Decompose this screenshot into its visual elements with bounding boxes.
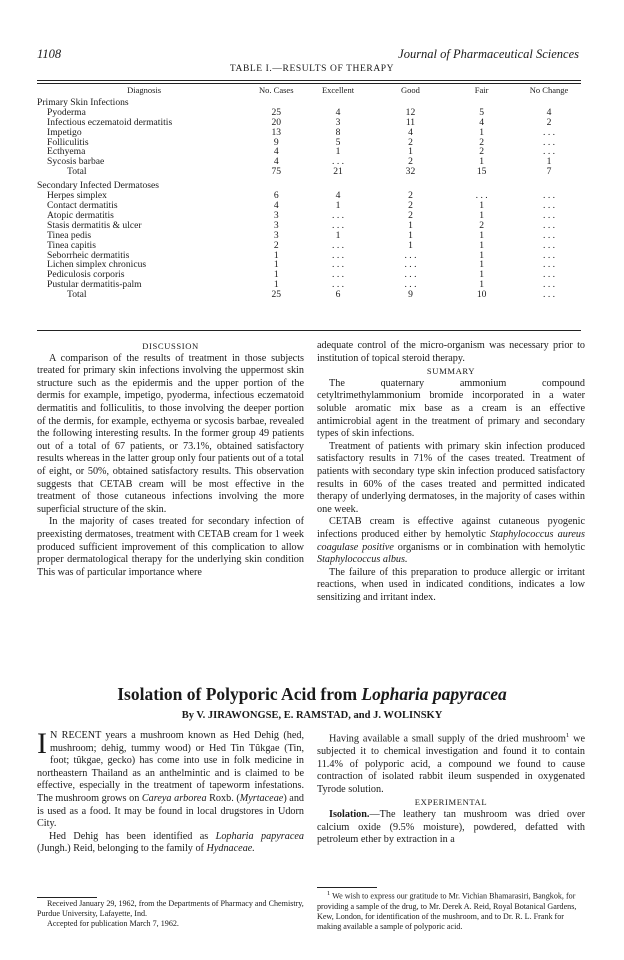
table-cell: 10 bbox=[476, 289, 487, 301]
table-cell: 1 bbox=[479, 156, 485, 168]
accepted-text: Accepted for publication March 7, 1962. bbox=[47, 919, 179, 928]
table-cell: 1 bbox=[408, 239, 413, 251]
row-label: Tinea pedis bbox=[47, 229, 92, 241]
table-cell: . . . bbox=[543, 219, 556, 231]
summary-paragraph-1: The quaternary ammonium compound cetyltrimethylammonium bromide incorporated in a water soluble aromatic mix base as a cream is an effective antimicrobial agent in the treatment of primary and secondary types of skin infections. bbox=[317, 377, 585, 440]
table-cell: 2 bbox=[408, 156, 413, 168]
article-authors: By V. JIRAWONGSE, E. RAMSTAD, and J. WOLINSKY bbox=[181, 710, 443, 721]
row-label: Tinea capitis bbox=[47, 239, 96, 251]
table-cell: 1 bbox=[408, 219, 413, 231]
table-cell: 4 bbox=[335, 106, 341, 118]
table-cell: 25 bbox=[271, 289, 282, 301]
table-cell: . . . bbox=[543, 279, 556, 291]
table-cell: 1 bbox=[408, 146, 413, 158]
table-cell: . . . bbox=[332, 219, 345, 231]
table-cell: 11 bbox=[405, 116, 416, 128]
table-cell: 8 bbox=[335, 126, 341, 138]
table-cell: . . . bbox=[543, 259, 556, 271]
table-cell: 2 bbox=[408, 199, 413, 211]
row-label: Herpes simplex bbox=[47, 190, 107, 202]
table-cell: 1 bbox=[479, 199, 485, 211]
total-row bbox=[37, 290, 581, 300]
table-body bbox=[37, 98, 581, 300]
row-label: Sycosis barbae bbox=[47, 156, 105, 168]
table-cell: 1 bbox=[273, 269, 279, 281]
table-cell: 1 bbox=[273, 249, 279, 261]
table-cell: 1 bbox=[479, 259, 485, 271]
table-cell: 1 bbox=[546, 156, 552, 168]
table-cell: . . . bbox=[543, 126, 556, 138]
row-label: Contact dermatitis bbox=[47, 199, 118, 211]
table-cell: . . . bbox=[404, 269, 417, 281]
row-label: Pustular dermatitis-palm bbox=[47, 279, 142, 291]
table-cell: 1 bbox=[479, 126, 485, 138]
table-cell: 5 bbox=[335, 136, 341, 148]
table-cell: 2 bbox=[479, 146, 485, 158]
col-header-cases: No. Cases bbox=[259, 85, 294, 95]
table-cell: 3 bbox=[273, 209, 279, 221]
table-row bbox=[37, 201, 581, 211]
article-paragraph-2: Hed Dehig has been identified as Lopharia papyracea (Jungh.) Reid, belonging to the family of Hydnaceae. bbox=[37, 830, 304, 855]
article-left-column bbox=[37, 727, 305, 856]
table-row bbox=[37, 241, 581, 251]
article-paragraph-1: I N RECENT years a mushroom known as Hed Dehig (hed, mushroom; dehig, tummy wood) or Hed Tin Tûkgae (Tin, foot; tûkgae, gecko) has come into use in folk medicine in northeastern Thailand as an anthelmintic and is claimed to be effective, especially in the treatment of tapeworm infestations. The mushroom grows on Careya arborea Roxb. (Myrtaceae) and is used as a food. It may be found in local drugstores in Udorn City. bbox=[37, 727, 305, 830]
table-cell: 4 bbox=[273, 199, 279, 211]
table-cell: 1 bbox=[335, 146, 341, 158]
table-cell: 6 bbox=[335, 289, 341, 301]
discussion-paragraph-2: In the majority of cases treated for secondary infection of preexisting dermatoses, treatment with CETAB cream for 1 week produced sufficient improvement of this complication to allow proper dermatological therapy for the underlying skin condition This was of particular importance where bbox=[37, 516, 304, 578]
summary-heading: SUMMARY bbox=[426, 366, 476, 377]
discussion-heading: DISCUSSION bbox=[142, 341, 199, 351]
discussion-paragraph-1: A comparison of the results of treatment in those subjects treated for primary skin infections involving the uppermost skin structure such as the epidermis and the upper portion of the dermis for example, impetigo, pyoderma, infectious eczematoid dermatitis and folliculitis, to those involving the deeper portion of the dermis, for example, ecthyema or sycosis barbae, revealed the following interesting results. In the former group 49 patients out of a total of 67 patients, or 73.1%, obtained satisfactory results whereas in the latter group only four patients out of a total of eight, or 50%, obtained satisfactory results. This observation suggests that CETAB cream will be most effective in the treatment of those cutaneous infections involving the more superficial structure of the skin. bbox=[37, 352, 304, 515]
table-cell: 75 bbox=[271, 166, 282, 178]
total-row bbox=[37, 167, 581, 177]
row-label: Infectious eczematoid dermatitis bbox=[47, 116, 173, 128]
table-cell: . . . bbox=[543, 136, 556, 148]
table-cell: 6 bbox=[273, 190, 279, 202]
table-cell: . . . bbox=[404, 279, 417, 291]
summary-paragraph-2: Treatment of patients with primary skin infection produced satisfactory results in 71% of the cases treated. Treatment of patients with secondary type skin infection produced satisfactory results in 60% of the cases treated and permitted indicated therapy of underlying dermatoses, in the majority of cases within one week. bbox=[317, 440, 585, 515]
table-cell: 9 bbox=[273, 136, 279, 148]
col-header-diagnosis: Diagnosis bbox=[127, 85, 162, 95]
table-cell: . . . bbox=[543, 199, 556, 211]
table-cell: 2 bbox=[408, 136, 413, 148]
row-label: Lichen simplex chronicus bbox=[47, 259, 147, 271]
table-cell: . . . bbox=[332, 279, 345, 291]
article-right-column bbox=[317, 730, 585, 847]
table-cell: 2 bbox=[546, 116, 552, 128]
table-cell: 13 bbox=[271, 126, 282, 138]
table-row bbox=[37, 280, 581, 290]
table-cell: 1 bbox=[479, 239, 485, 251]
table-bottom-rule bbox=[37, 330, 581, 331]
table-cell: 1 bbox=[273, 279, 279, 291]
received-text: Received January 29, 1962, from the Departments of Pharmacy and Chemistry, Purdue University, Lafayette, Ind. bbox=[37, 899, 304, 918]
table-cell: 1 bbox=[408, 229, 413, 241]
table-cell: 1 bbox=[479, 229, 485, 241]
table-cell: . . . bbox=[543, 289, 556, 301]
table-cell: 7 bbox=[546, 166, 552, 178]
table-cell: . . . bbox=[332, 156, 345, 168]
table-cell: 2 bbox=[408, 209, 413, 221]
table-cell: 2 bbox=[273, 239, 279, 251]
table-cell: . . . bbox=[332, 209, 345, 221]
row-label: Seborrheic dermatitis bbox=[47, 249, 130, 261]
table-cell: 5 bbox=[479, 106, 485, 118]
table-cell: 32 bbox=[405, 166, 416, 178]
group-title-row bbox=[37, 177, 581, 191]
table-cell: . . . bbox=[332, 269, 345, 281]
table-row bbox=[37, 118, 581, 128]
row-label: Folliculitis bbox=[47, 136, 89, 148]
table-cell: 20 bbox=[271, 116, 282, 128]
table-top-rule bbox=[37, 80, 581, 81]
table-cell: . . . bbox=[543, 239, 556, 251]
table-cell: 1 bbox=[479, 209, 485, 221]
group-title: Primary Skin Infections bbox=[37, 96, 129, 108]
col-header-good: Good bbox=[401, 85, 420, 95]
table-cell: 4 bbox=[546, 106, 552, 118]
table-cell: . . . bbox=[332, 239, 345, 251]
table-top-rule-2 bbox=[37, 83, 581, 84]
article-title: Isolation of Polyporic Acid from Lopharia papyracea bbox=[117, 684, 507, 704]
table-cell: . . . bbox=[543, 146, 556, 158]
right-column bbox=[317, 340, 585, 604]
table-cell: 15 bbox=[476, 166, 487, 178]
table-cell: . . . bbox=[475, 190, 488, 202]
table-cell: . . . bbox=[543, 229, 556, 241]
group-title-row bbox=[37, 98, 581, 108]
table-cell: . . . bbox=[404, 249, 417, 261]
table-cell: 21 bbox=[333, 166, 343, 178]
table-row bbox=[37, 231, 581, 241]
table-cell: 3 bbox=[273, 229, 279, 241]
table-cell: 3 bbox=[335, 116, 341, 128]
table-cell: . . . bbox=[404, 259, 417, 271]
group-title: Secondary Infected Dermatoses bbox=[37, 180, 160, 192]
col-header-no-change: No Change bbox=[529, 85, 569, 95]
table-row bbox=[37, 191, 581, 201]
table-cell: 1 bbox=[335, 199, 341, 211]
row-label: Total bbox=[67, 166, 87, 178]
table-cell: 1 bbox=[479, 279, 485, 291]
table-cell: 4 bbox=[273, 156, 279, 168]
table-caption: TABLE I.—RESULTS OF THERAPY bbox=[229, 64, 395, 74]
table-cell: 2 bbox=[408, 190, 413, 202]
row-label: Atopic dermatitis bbox=[47, 209, 114, 221]
table-cell: 9 bbox=[408, 289, 413, 301]
table-cell: . . . bbox=[332, 249, 345, 261]
experimental-heading: EXPERIMENTAL bbox=[414, 797, 488, 808]
row-label: Ecthyema bbox=[47, 146, 86, 158]
table-cell: 1 bbox=[273, 259, 279, 271]
discussion-paragraph-3: adequate control of the micro-organism was necessary prior to institution of topical steroid therapy. bbox=[317, 340, 585, 364]
footnote-rule-left bbox=[37, 897, 97, 898]
table-cell: 1 bbox=[479, 269, 485, 281]
table-cell: 4 bbox=[335, 190, 341, 202]
table-cell: 25 bbox=[271, 106, 282, 118]
table-cell: 4 bbox=[408, 126, 413, 138]
table-cell: 4 bbox=[479, 116, 485, 128]
results-table bbox=[37, 86, 581, 300]
journal-title: Journal of Pharmaceutical Sciences bbox=[398, 47, 579, 61]
table-cell: . . . bbox=[332, 259, 345, 271]
table-cell: 12 bbox=[405, 106, 416, 118]
table-cell: 2 bbox=[479, 136, 485, 148]
received-note bbox=[37, 899, 304, 929]
experimental-paragraph: Isolation.—The leathery tan mushroom was dried over calcium oxide (9.5% moisture), powdered, defatted with petroleum ether by extraction in a bbox=[317, 808, 585, 846]
table-row bbox=[37, 128, 581, 138]
table-cell: 3 bbox=[273, 219, 279, 231]
table-cell: 1 bbox=[479, 249, 485, 261]
summary-paragraph-3: CETAB cream is effective against cutaneous pyogenic infections produced either by hemolytic Staphylococcus aureus coagulase positive organisms or in combination with hemolytic Staphylococcus albus. bbox=[317, 516, 585, 566]
table-row bbox=[37, 138, 581, 148]
row-label: Pyoderma bbox=[47, 106, 86, 118]
page-number: 1108 bbox=[37, 47, 62, 61]
row-label: Impetigo bbox=[47, 126, 82, 138]
summary-paragraph-4: The failure of this preparation to produce allergic or irritant reactions, when used in indicated conditions, indicates a low sensitizing and irritant index. bbox=[317, 566, 585, 603]
table-cell: . . . bbox=[543, 269, 556, 281]
table-cell: . . . bbox=[543, 249, 556, 261]
table-cell: 2 bbox=[479, 219, 485, 231]
row-label: Total bbox=[67, 289, 87, 301]
article-paragraph-3: Having available a small supply of the dried mushroom$^1$ we subjected it to chemical investigation and found it to contain 11.4% of polyporic acid, a compound we found to cause contraction of isolated rabbit ileum suspended in oxygenated Tyrode solution. bbox=[317, 732, 585, 795]
col-header-excellent: Excellent bbox=[321, 85, 355, 95]
footnote-1: $^1$ We wish to express our gratitude to Mr. Vichian Bhamarasiri, Bangkok, for providing a sample of the drug, to Mr. Derek A. Reid, Royal Botanical Gardens, Kew, London, for identification of the mushroom, and to Dr. R. L. Frank for making available a sample of polyporic acid. bbox=[317, 890, 577, 931]
row-label: Pediculosis corporis bbox=[47, 269, 125, 281]
table-row bbox=[37, 157, 581, 167]
footnote-rule-right bbox=[317, 887, 377, 888]
table-cell: 4 bbox=[273, 146, 279, 158]
col-header-fair: Fair bbox=[474, 85, 489, 95]
table-row bbox=[37, 147, 581, 157]
table-cell: . . . bbox=[543, 209, 556, 221]
table-row bbox=[37, 221, 581, 231]
table-cell: . . . bbox=[543, 190, 556, 202]
drop-cap: I bbox=[37, 727, 47, 760]
table-cell: 1 bbox=[335, 229, 341, 241]
left-column bbox=[37, 340, 304, 579]
row-label: Stasis dermatitis & ulcer bbox=[47, 219, 142, 231]
